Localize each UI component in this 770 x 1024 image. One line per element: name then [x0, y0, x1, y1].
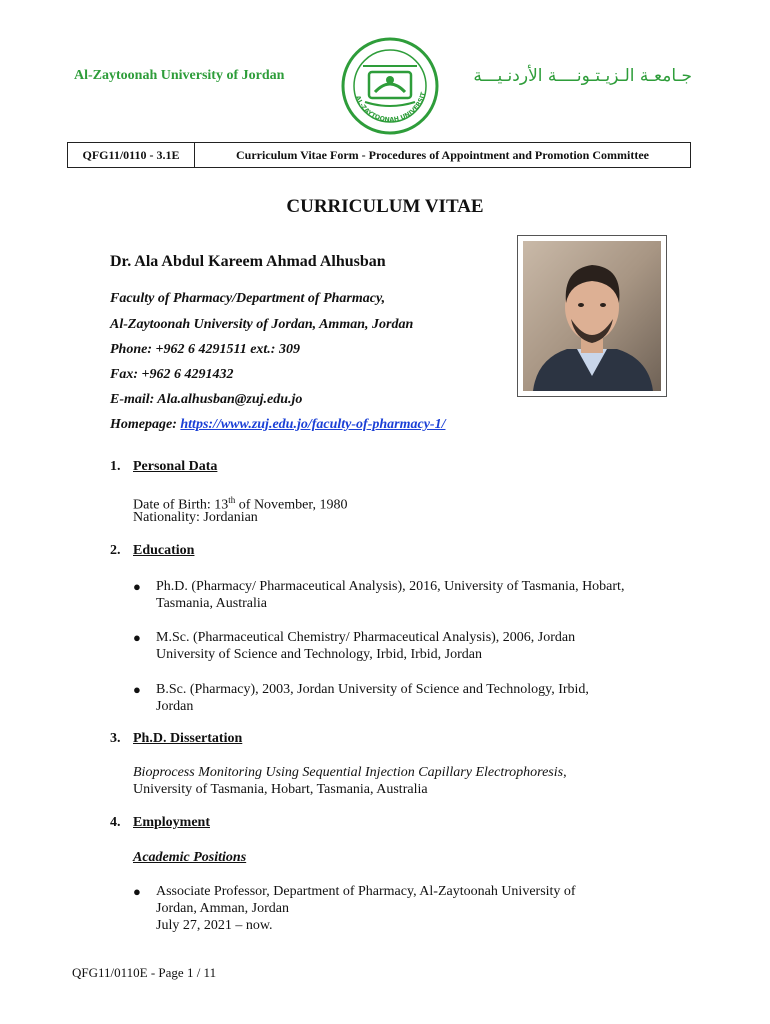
dissertation-title: Bioprocess Monitoring Using Sequential Injection Capillary Electrophoresis,: [133, 765, 567, 780]
bullet-icon: ●: [133, 579, 141, 594]
list-item: ● B.Sc. (Pharmacy), 2003, Jordan University of Science and Technology, Irbid, Jordan: [133, 682, 589, 714]
section-number: 3.: [110, 731, 121, 746]
list-item: ● Associate Professor, Department of Pharmacy, Al-Zaytoonah University of Jordan, Amman, Jordan July 27, 2021 – now.: [133, 884, 576, 933]
bullet-icon: ●: [133, 884, 141, 899]
university-logo: [335, 36, 445, 136]
list-item: ● M.Sc. (Pharmaceutical Chemistry/ Pharmaceutical Analysis), 2006, Jordan University of Science and Technology, Irbid, Irbid, Jordan: [133, 630, 576, 662]
section-dissertation: [110, 731, 242, 747]
section-title: Education: [133, 543, 195, 558]
profile-photo: [517, 235, 667, 397]
section-employment: [110, 815, 210, 831]
homepage-line: [110, 417, 445, 433]
phone-line: Phone: +962 6 4291511 ext.: 309: [110, 342, 300, 357]
list-item: ● Ph.D. (Pharmacy/ Pharmaceutical Analysis), 2016, University of Tasmania, Hobart, Tasmania, Australia: [133, 579, 625, 611]
homepage-label: Homepage:: [110, 417, 181, 432]
affiliation-line-2: Al-Zaytoonah University of Jordan, Amman, Jordan: [110, 317, 414, 332]
section-education: [110, 543, 194, 559]
bullet-icon: ●: [133, 682, 141, 697]
dissertation-place: University of Tasmania, Hobart, Tasmania, Australia: [133, 782, 428, 797]
form-code: QFG11/0110 - 3.1E: [68, 143, 195, 167]
academic-positions-heading: Academic Positions: [133, 850, 247, 865]
section-title: Ph.D. Dissertation: [133, 731, 243, 746]
person-name: Dr. Ala Abdul Kareem Ahmad Alhusban: [110, 253, 386, 270]
section-number: 1.: [110, 459, 121, 474]
form-title: Curriculum Vitae Form - Procedures of Appointment and Promotion Committee: [236, 147, 649, 162]
section-number: 2.: [110, 543, 121, 558]
fax-line: Fax: +962 6 4291432: [110, 367, 234, 382]
section-title: Employment: [133, 815, 210, 830]
section-number: 4.: [110, 815, 121, 830]
nationality: Nationality: Jordanian: [133, 510, 258, 525]
date-of-birth: Date of Birth: 13th of November, 1980: [133, 495, 348, 513]
bullet-icon: ●: [133, 630, 141, 645]
university-name-english: Al-Zaytoonah University of Jordan: [74, 68, 285, 83]
affiliation-line-1: Faculty of Pharmacy/Department of Pharmacy,: [110, 291, 386, 306]
section-title: Personal Data: [133, 459, 218, 474]
email-line: E-mail: Ala.alhusban@zuj.edu.jo: [110, 392, 303, 407]
page-footer: QFG11/0110E - Page 1 / 11: [72, 965, 217, 980]
svg-text:AL-ZAYTOONAH UNIVERSITY OF JOR: AL-ZAYTOONAH UNIVERSIT: [353, 91, 428, 124]
homepage-link[interactable]: https://www.zuj.edu.jo/faculty-of-pharmacy-1/: [180, 417, 446, 432]
section-personal-data: [110, 459, 217, 475]
university-name-arabic: جـامعـة الـزيـتـونــــة الأردنـيـــة: [473, 66, 692, 86]
cv-title: CURRICULUM VITAE: [286, 196, 484, 217]
form-id-box: [67, 142, 691, 168]
